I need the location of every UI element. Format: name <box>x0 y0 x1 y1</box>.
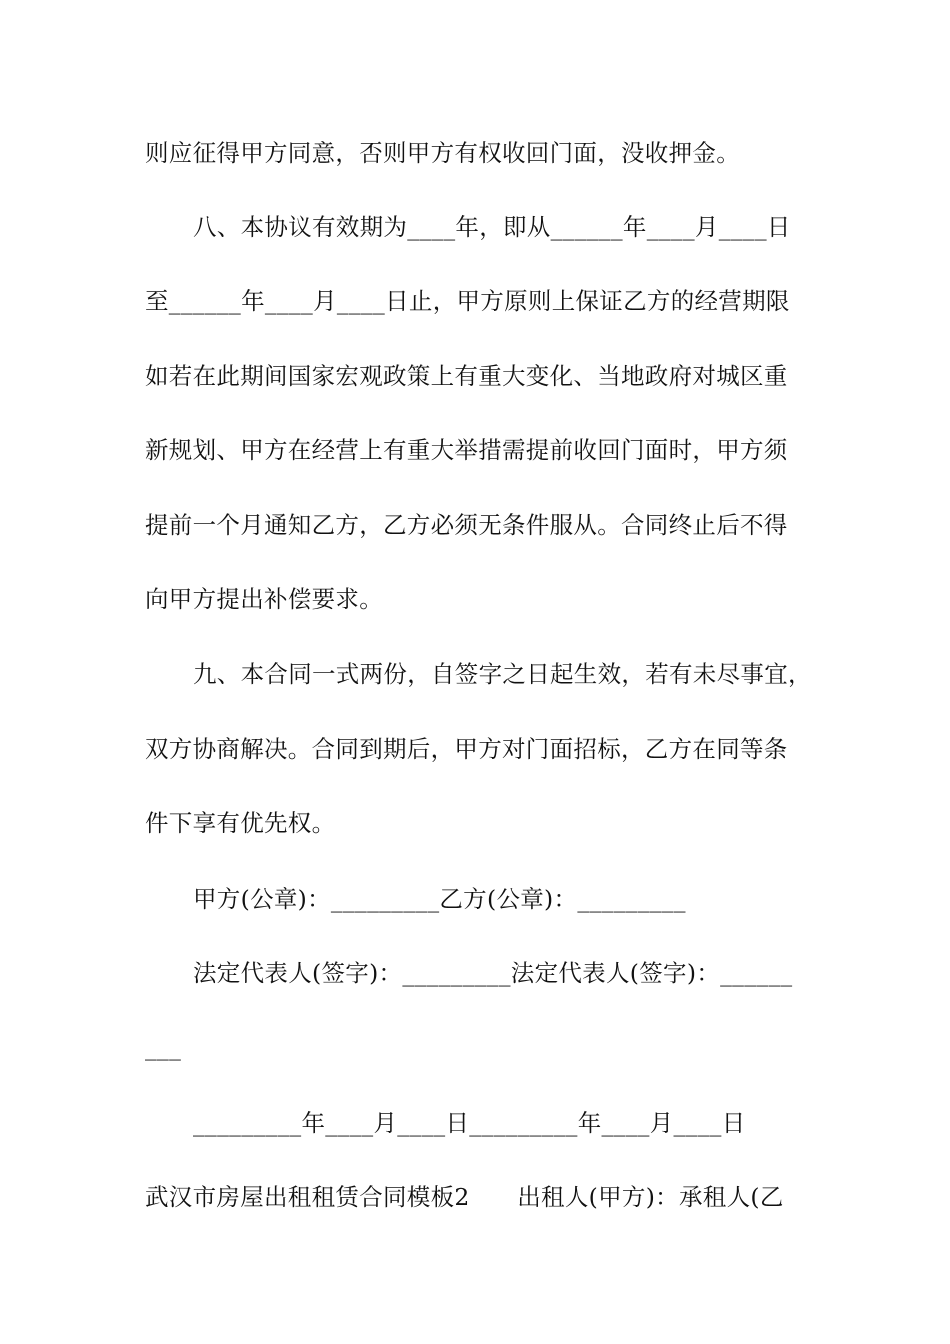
paragraph-line: 新规划、甲方在经营上有重大举措需提前收回门面时，甲方须 <box>145 436 788 464</box>
date-line: _________年____月____日_________年____月____日 <box>193 1109 746 1137</box>
signature-line: 法定代表人(签字)：_________法定代表人(签字)：______ <box>193 959 793 987</box>
paragraph-line: 件下享有优先权。 <box>145 809 336 837</box>
paragraph-line: 双方协商解决。合同到期后，甲方对门面招标，乙方在同等条 <box>145 735 788 763</box>
seal-line: 甲方(公章)：_________乙方(公章)：_________ <box>193 885 686 913</box>
paragraph-line: 则应征得甲方同意，否则甲方有权收回门面，没收押金。 <box>145 139 740 167</box>
clause-9-heading-line: 九、本合同一式两份，自签字之日起生效，若有未尽事宜， <box>193 660 812 688</box>
signature-line-continuation: ___ <box>145 1033 182 1061</box>
paragraph-line: 如若在此期间国家宏观政策上有重大变化、当地政府对城区重 <box>145 362 788 390</box>
clause-8-heading-line: 八、本协议有效期为____年，即从______年____月____日 <box>193 213 791 241</box>
next-template-title-line: 武汉市房屋出租租赁合同模板2 出租人(甲方)：承租人(乙 <box>145 1183 784 1211</box>
paragraph-line: 至______年____月____日止，甲方原则上保证乙方的经营期限 <box>145 287 790 315</box>
paragraph-line: 提前一个月通知乙方，乙方必须无条件服从。合同终止后不得 <box>145 511 788 539</box>
paragraph-line: 向甲方提出补偿要求。 <box>145 585 383 613</box>
